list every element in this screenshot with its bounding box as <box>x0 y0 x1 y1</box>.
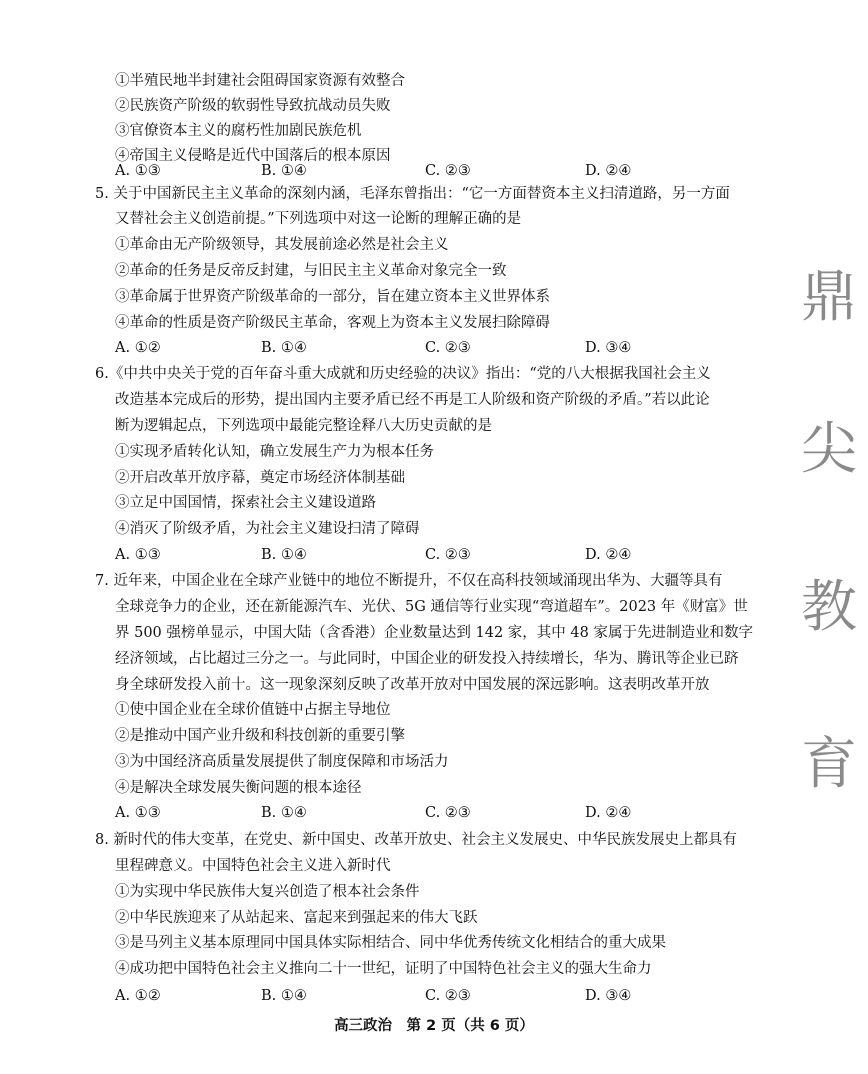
q8-choice-a: A. ①② <box>115 988 161 1004</box>
q5-stem-line-2: 又替社会主义创造前提。”下列选项中对这一论断的理解正确的是 <box>115 211 522 227</box>
q6-choice-a: A. ①③ <box>115 547 161 563</box>
watermark-char-1: 鼎 <box>801 265 857 330</box>
q5-stem-line-1: 5. 关于中国新民主主义革命的深刻内涵，毛泽东曾指出：“它一方面替资本主义扫清道路，另一方面 <box>95 186 730 202</box>
q7-stem-line-1: 7. 近年来，中国企业在全球产业链中的地位不断提升，不仅在高科技领域涌现出华为、大疆等具有 <box>95 573 723 589</box>
q6-option-4: ④消灭了阶级矛盾，为社会主义建设扫清了障碍 <box>115 521 420 537</box>
q7-choice-d: D. ②④ <box>585 805 632 821</box>
q7-option-4: ④是解决全球发展失衡问题的根本途径 <box>115 780 362 796</box>
q7-stem-line-3: 界 500 强榜单显示，中国大陆（含香港）企业数量达到 142 家，其中 48 家属于先进制造业和数字 <box>115 625 753 641</box>
q7-stem-line-2: 全球竞争力的企业，还在新能源汽车、光伏、5G 通信等行业实现“弯道超车”。2023 年《财富》世 <box>115 599 748 615</box>
q4-choices <box>115 161 675 181</box>
q6-option-1: ①实现矛盾转化认知，确立发展生产力为根本任务 <box>115 444 434 460</box>
watermark-char-3: 教 <box>801 575 857 640</box>
q4-choice-b: B. ①④ <box>261 163 307 179</box>
q7-option-1: ①使中国企业在全球价值链中占据主导地位 <box>115 702 391 718</box>
q6-choice-c: C. ②③ <box>425 547 471 563</box>
q7-option-2: ②是推动中国产业升级和科技创新的重要引擎 <box>115 728 405 744</box>
q8-option-1: ①为实现中华民族伟大复兴创造了根本社会条件 <box>115 884 420 900</box>
page-footer: 高三政治 第 2 页（共 6 页） <box>334 1018 534 1034</box>
q5-option-3: ③革命属于世界资产阶级革命的一部分，旨在建立资本主义世界体系 <box>115 289 550 305</box>
q7-choice-a: A. ①③ <box>115 805 161 821</box>
q5-choice-d: D. ③④ <box>585 340 632 356</box>
q8-choice-c: C. ②③ <box>425 988 471 1004</box>
q8-choice-b: B. ①④ <box>261 988 307 1004</box>
q6-choices <box>115 545 675 565</box>
q8-option-3: ③是马列主义基本原理同中国具体实际相结合、同中华优秀传统文化相结合的重大成果 <box>115 935 666 951</box>
q6-stem-line-2: 改造基本完成后的形势，提出国内主要矛盾已经不再是工人阶级和资产阶级的矛盾。”若以此论 <box>115 392 710 408</box>
q4-choice-a: A. ①③ <box>115 163 161 179</box>
q8-option-2: ②中华民族迎来了从站起来、富起来到强起来的伟大飞跃 <box>115 910 478 926</box>
q8-choice-d: D. ③④ <box>585 988 632 1004</box>
q5-option-1: ①革命由无产阶级领导，其发展前途必然是社会主义 <box>115 237 449 253</box>
q8-choices <box>115 986 675 1006</box>
q6-option-3: ③立足中国国情，探索社会主义建设道路 <box>115 495 376 511</box>
q8-stem-line-2: 里程碑意义。中国特色社会主义进入新时代 <box>115 858 391 874</box>
q4-option-3: ③官僚资本主义的腐朽性加剧民族危机 <box>115 123 362 139</box>
q6-choice-d: D. ②④ <box>585 547 632 563</box>
q8-stem-line-1: 8. 新时代的伟大变革，在党史、新中国史、改革开放史、社会主义发展史、中华民族发展史上都具有 <box>95 832 737 848</box>
q7-stem-line-5: 身全球研发投入前十。这一现象深刻反映了改革开放对中国发展的深远影响。这表明改革开放 <box>115 677 710 693</box>
q4-option-2: ②民族资产阶级的软弱性导致抗战动员失败 <box>115 98 391 114</box>
q6-stem-line-3: 断为逻辑起点，下列选项中最能完整诠释八大历史贡献的是 <box>115 418 492 434</box>
q4-option-1: ①半殖民地半封建社会阻碍国家资源有效整合 <box>115 73 405 89</box>
q4-choice-c: C. ②③ <box>425 163 471 179</box>
q6-choice-b: B. ①④ <box>261 547 307 563</box>
q7-option-3: ③为中国经济高质量发展提供了制度保障和市场活力 <box>115 754 449 770</box>
q6-option-2: ②开启改革开放序幕，奠定市场经济体制基础 <box>115 470 405 486</box>
watermark-char-4: 育 <box>801 732 857 797</box>
watermark-char-2: 尖 <box>801 417 857 482</box>
q8-option-4: ④成功把中国特色社会主义推向二十一世纪，证明了中国特色社会主义的强大生命力 <box>115 961 652 977</box>
q5-choice-a: A. ①② <box>115 340 161 356</box>
q5-choices <box>115 338 675 358</box>
q5-option-2: ②革命的任务是反帝反封建，与旧民主主义革命对象完全一致 <box>115 263 507 279</box>
q5-option-4: ④革命的性质是资产阶级民主革命，客观上为资本主义发展扫除障碍 <box>115 315 550 331</box>
q7-stem-line-4: 经济领域，占比超过三分之一。与此同时，中国企业的研发投入持续增长，华为、腾讯等企业已跻 <box>115 651 739 667</box>
q5-choice-c: C. ②③ <box>425 340 471 356</box>
q4-option-4: ④帝国主义侵略是近代中国落后的根本原因 <box>115 148 391 164</box>
q4-choice-d: D. ②④ <box>585 163 632 179</box>
q7-choice-c: C. ②③ <box>425 805 471 821</box>
q7-choices <box>115 803 675 823</box>
q6-stem-line-1: 6.《中共中央关于党的百年奋斗重大成就和历史经验的决议》指出：“党的八大根据我国社会主义 <box>95 366 711 382</box>
q7-choice-b: B. ①④ <box>261 805 307 821</box>
q5-choice-b: B. ①④ <box>261 340 307 356</box>
